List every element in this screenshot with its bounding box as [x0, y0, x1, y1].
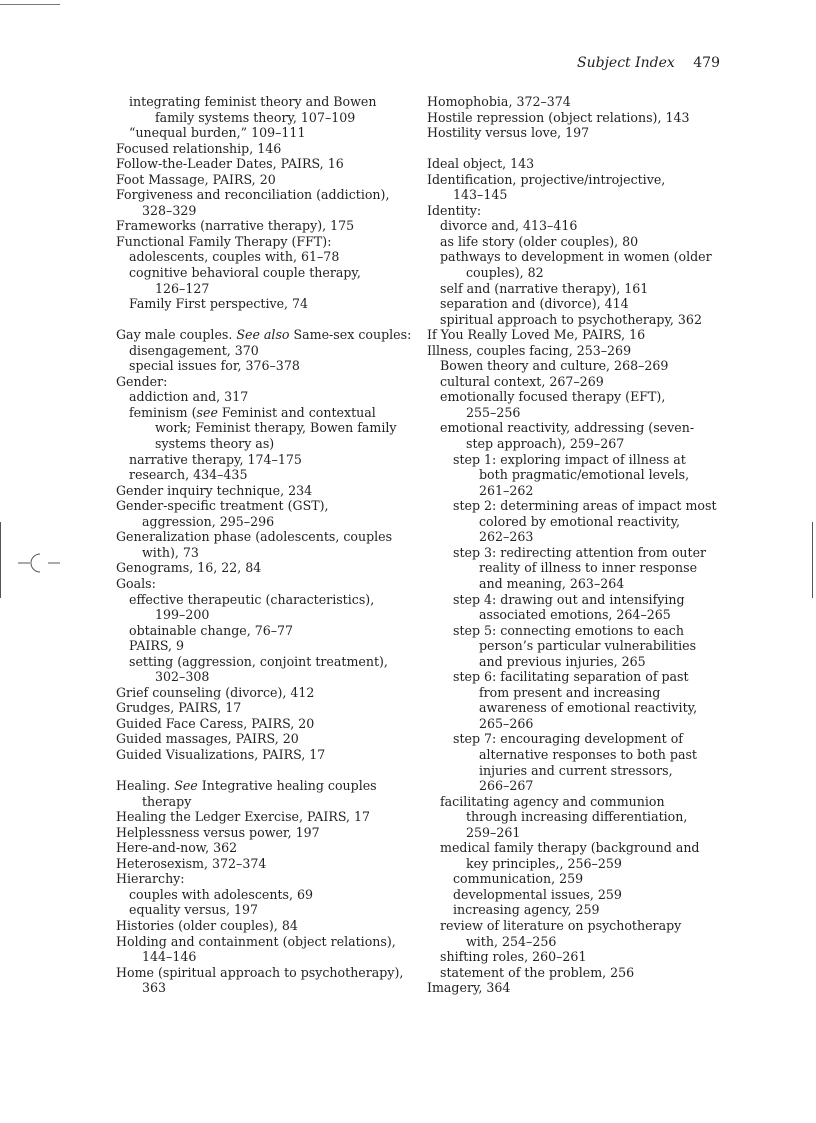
- index-subentry: and meaning, 263–264: [479, 575, 625, 591]
- entry-text: Gay male couples.: [116, 327, 237, 343]
- index-entry: Gender:: [116, 373, 168, 389]
- running-head-title: Subject Index: [577, 55, 675, 71]
- index-entry: Follow-the-Leader Dates, PAIRS, 16: [116, 156, 344, 172]
- index-subentry: medical family therapy (background and: [440, 840, 700, 856]
- index-subentry: couples with adolescents, 69: [129, 886, 314, 902]
- index-subentry: step approach), 259–267: [466, 436, 625, 452]
- index-entry: Imagery, 364: [427, 980, 511, 996]
- index-entry: Foot Massage, PAIRS, 20: [116, 171, 276, 187]
- index-subentry: research, 434–435: [129, 467, 248, 483]
- index-entry: Guided massages, PAIRS, 20: [116, 731, 299, 747]
- entry-text: Healing.: [116, 778, 175, 794]
- index-entry: Forgiveness and reconciliation (addiction),: [116, 187, 390, 203]
- index-entry: Functional Family Therapy (FFT):: [116, 233, 332, 249]
- index-entry: Ideal object, 143: [427, 156, 535, 172]
- crop-mark-top-left: [0, 0, 60, 5]
- index-subentry: integrating feminist theory and Bowen: [129, 94, 377, 109]
- index-subentry: couples), 82: [466, 265, 544, 281]
- entry-text: Integrative healing couples: [197, 778, 377, 794]
- index-subentry: step 2: determining areas of impact most: [453, 498, 717, 514]
- index-subentry: alternative responses to both past: [479, 746, 697, 762]
- index-subentry: 265–266: [479, 715, 534, 731]
- index-subentry: narrative therapy, 174–175: [129, 451, 302, 467]
- index-subentry: injuries and current stressors,: [479, 762, 673, 778]
- index-entry: Grief counseling (divorce), 412: [116, 684, 315, 700]
- index-subentry: 255–256: [466, 404, 521, 420]
- index-subentry: associated emotions, 264–265: [479, 607, 671, 623]
- index-entry: Illness, couples facing, 253–269: [427, 342, 632, 358]
- index-subentry: aggression, 295–296: [142, 513, 275, 529]
- running-head: [577, 55, 720, 71]
- index-subentry: through increasing differentiation,: [466, 809, 688, 825]
- index-subentry: 363: [142, 980, 167, 996]
- index-subentry: review of literature on psychotherapy: [440, 917, 682, 933]
- index-entry: Genograms, 16, 22, 84: [116, 560, 262, 576]
- index-subentry: as life story (older couples), 80: [440, 233, 639, 249]
- index-subentry: Bowen theory and culture, 268–269: [440, 358, 669, 374]
- index-entry: If You Really Loved Me, PAIRS, 16: [427, 327, 646, 343]
- index-subentry: therapy: [142, 793, 192, 809]
- index-subentry: reality of illness to inner response: [479, 560, 698, 576]
- index-entry: Helplessness versus power, 197: [116, 824, 320, 840]
- index-subentry: step 4: drawing out and intensifying: [453, 591, 685, 607]
- index-subentry: key principles,, 256–259: [466, 855, 622, 871]
- index-entry: Hostility versus love, 197: [427, 125, 590, 141]
- index-entry: Frameworks (narrative therapy), 175: [116, 218, 355, 234]
- index-entry: Hostile repression (object relations), 143: [427, 109, 690, 125]
- crop-mark-right: [812, 522, 813, 598]
- index-entry: Generalization phase (adolescents, couples: [116, 529, 393, 545]
- index-subentry: spiritual approach to psychotherapy, 362: [440, 311, 702, 327]
- cross-reference-term: See also: [236, 327, 290, 343]
- entry-text: feminism (: [129, 404, 197, 420]
- index-subentry: step 6: facilitating separation of past: [453, 669, 689, 685]
- index-subentry: PAIRS, 9: [129, 638, 185, 654]
- index-subentry: “unequal burden,” 109–111: [129, 125, 306, 141]
- index-subentry: pathways to development in women (older: [440, 249, 712, 265]
- index-subentry: from present and increasing: [479, 684, 661, 700]
- index-subentry: cognitive behavioral couple therapy,: [129, 265, 361, 281]
- index-subentry: cultural context, 267–269: [440, 373, 604, 389]
- index-entry: Healing the Ledger Exercise, PAIRS, 17: [116, 809, 371, 825]
- entry-group-spacer: [116, 763, 412, 779]
- index-entry: Gender inquiry technique, 234: [116, 482, 313, 498]
- index-subentry: with), 73: [142, 544, 199, 560]
- index-subentry: 143–145: [453, 187, 508, 203]
- entry-group-spacer: [116, 312, 412, 328]
- index-subentry: shifting roles, 260–261: [440, 949, 587, 965]
- index-entry: Grudges, PAIRS, 17: [116, 700, 242, 716]
- index-subentry: Family First perspective, 74: [129, 296, 309, 312]
- index-subentry: emotional reactivity, addressing (seven-: [440, 420, 695, 436]
- index-subentry: 328–329: [142, 202, 197, 218]
- index-subentry: increasing agency, 259: [453, 902, 600, 918]
- index-subentry: family systems theory, 107–109: [155, 109, 356, 125]
- crop-mark-left: [0, 522, 1, 598]
- index-subentry: 126–127: [155, 280, 210, 296]
- index-entry: Here-and-now, 362: [116, 840, 238, 856]
- index-entry: Home (spiritual approach to psychotherapy),: [116, 964, 404, 980]
- index-subentry: obtainable change, 76–77: [129, 622, 294, 638]
- index-subentry: setting (aggression, conjoint treatment),: [129, 653, 388, 669]
- index-subentry: [116, 405, 412, 421]
- index-subentry: separation and (divorce), 414: [440, 296, 629, 312]
- index-subentry: developmental issues, 259: [453, 886, 622, 902]
- index-subentry: effective therapeutic (characteristics),: [129, 591, 375, 607]
- index-subentry: statement of the problem, 256: [440, 964, 635, 980]
- index-entry: [116, 327, 412, 343]
- index-entry: Histories (older couples), 84: [116, 917, 298, 933]
- index-column-right: [427, 94, 727, 996]
- entry-text: Same-sex couples:: [289, 327, 412, 343]
- cross-reference-term: see: [196, 404, 218, 420]
- registration-mark: [18, 550, 62, 576]
- index-subentry: 266–267: [479, 778, 534, 794]
- index-subentry: both pragmatic/emotional levels,: [479, 467, 690, 483]
- index-entry: [116, 778, 412, 794]
- index-entry: Identity:: [427, 202, 482, 218]
- index-entry: Identification, projective/introjective,: [427, 171, 666, 187]
- index-subentry: adolescents, couples with, 61–78: [129, 249, 340, 265]
- page-number: 479: [693, 55, 720, 71]
- index-entry: Guided Face Caress, PAIRS, 20: [116, 715, 315, 731]
- index-subentry: step 1: exploring impact of illness at: [453, 451, 686, 467]
- index-entry: Focused relationship, 146: [116, 140, 282, 156]
- index-subentry: divorce and, 413–416: [440, 218, 578, 234]
- cross-reference-term: See: [174, 778, 198, 794]
- index-entry: Homophobia, 372–374: [427, 94, 571, 109]
- index-subentry: awareness of emotional reactivity,: [479, 700, 698, 716]
- index-subentry: with, 254–256: [466, 933, 557, 949]
- index-subentry: 199–200: [155, 607, 210, 623]
- index-subentry: 262–263: [479, 529, 534, 545]
- index-entry: Holding and containment (object relations),: [116, 933, 396, 949]
- index-subentry: emotionally focused therapy (EFT),: [440, 389, 666, 405]
- index-entry: Guided Visualizations, PAIRS, 17: [116, 746, 326, 762]
- index-entry: Gender-specific treatment (GST),: [116, 498, 329, 514]
- index-subentry: work; Feminist therapy, Bowen family: [155, 420, 397, 436]
- index-subentry: special issues for, 376–378: [129, 358, 300, 374]
- entry-text: Feminist and contextual: [217, 404, 376, 420]
- index-subentry: step 3: redirecting attention from outer: [453, 544, 707, 560]
- index-subentry: systems theory as): [155, 436, 275, 452]
- index-subentry: self and (narrative therapy), 161: [440, 280, 649, 296]
- index-subentry: communication, 259: [453, 871, 584, 887]
- index-subentry: colored by emotional reactivity,: [479, 513, 681, 529]
- index-entry: Goals:: [116, 575, 156, 591]
- index-subentry: facilitating agency and communion: [440, 793, 665, 809]
- index-entry: Hierarchy:: [116, 871, 185, 887]
- index-entry: Heterosexism, 372–374: [116, 855, 267, 871]
- index-subentry: step 5: connecting emotions to each: [453, 622, 684, 638]
- index-subentry: 144–146: [142, 949, 197, 965]
- index-subentry: and previous injuries, 265: [479, 653, 646, 669]
- index-subentry: 259–261: [466, 824, 521, 840]
- index-subentry: person’s particular vulnerabilities: [479, 638, 697, 654]
- entry-group-spacer: [427, 141, 727, 157]
- index-subentry: equality versus, 197: [129, 902, 259, 918]
- index-subentry: step 7: encouraging development of: [453, 731, 683, 747]
- index-subentry: addiction and, 317: [129, 389, 249, 405]
- index-column-left: [116, 94, 412, 996]
- index-subentry: 261–262: [479, 482, 534, 498]
- index-subentry: 302–308: [155, 669, 210, 685]
- index-subentry: disengagement, 370: [129, 342, 259, 358]
